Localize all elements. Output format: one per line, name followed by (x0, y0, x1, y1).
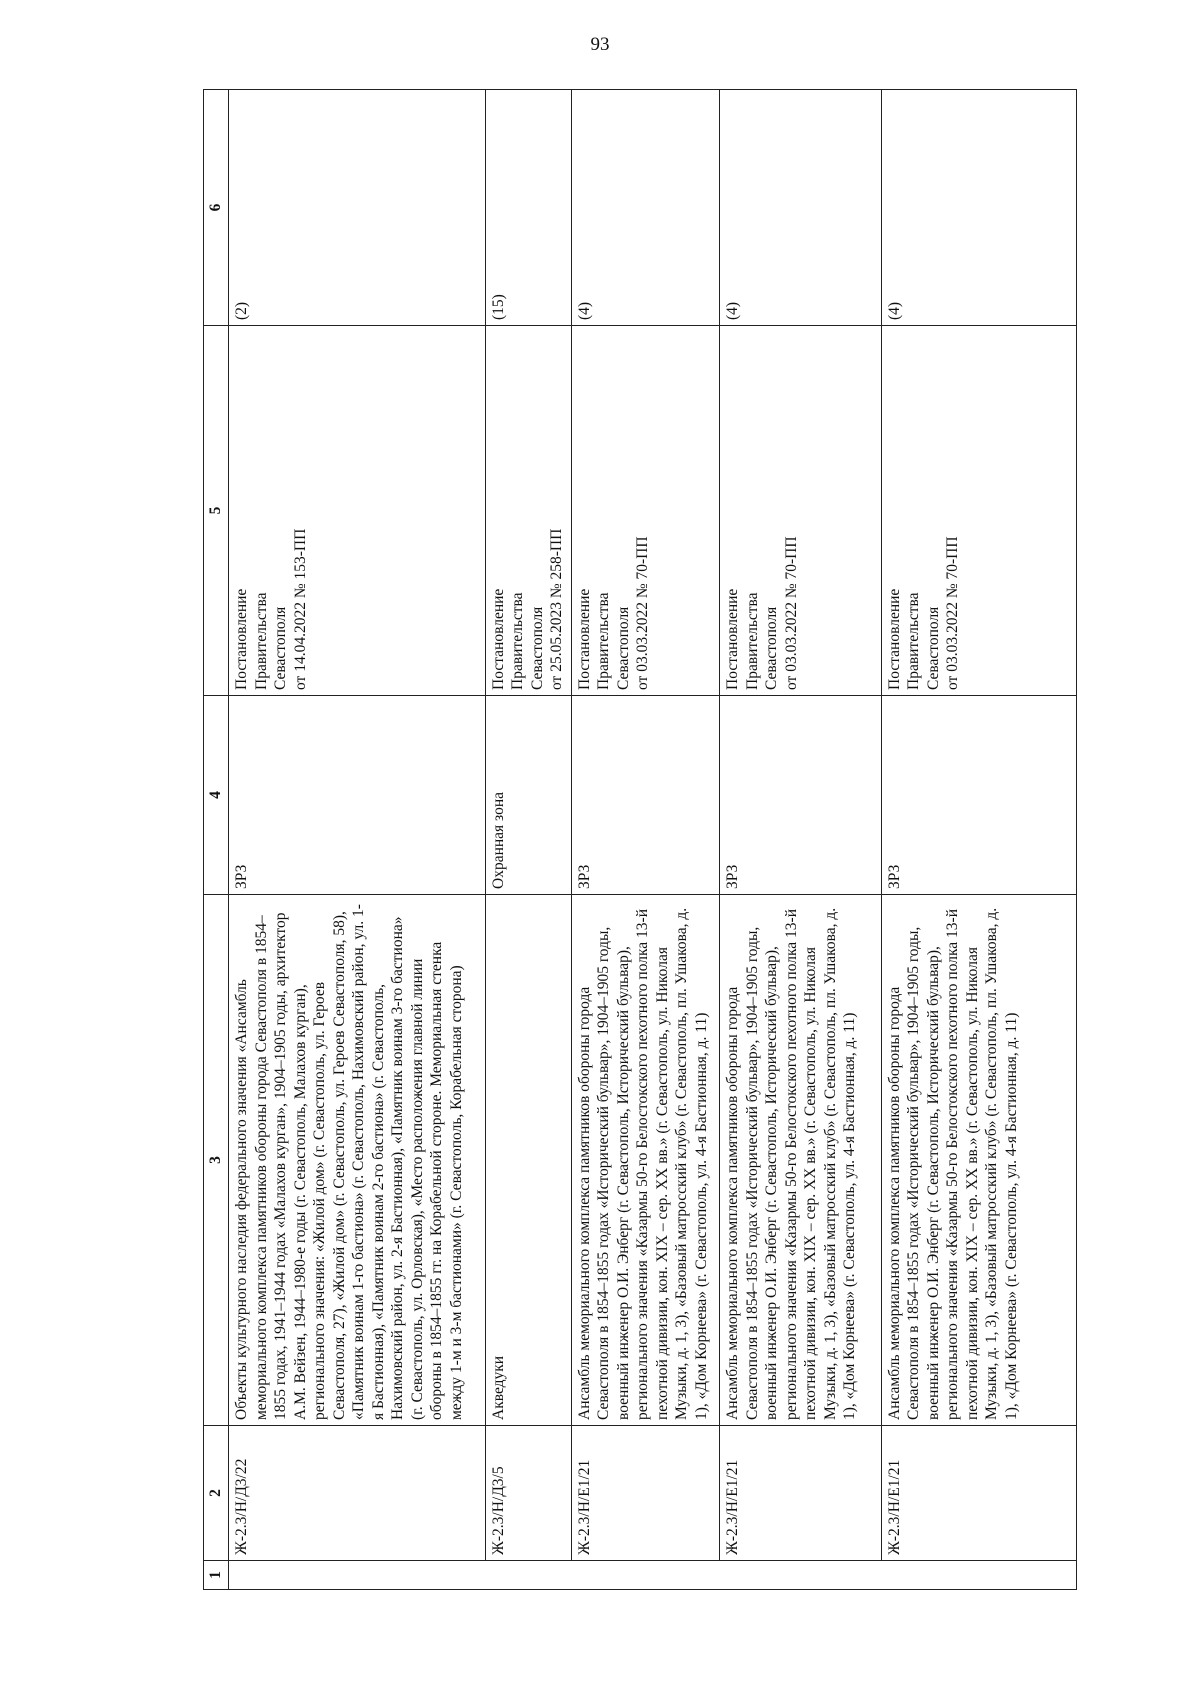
header-col-4: 4 (204, 696, 229, 895)
cell-object-description: Ансамбль мемориального комплекса памятников обороны города Севастополя в 1854–1855 годах «Исторический бульвар», 1904–1905 годы, военный инженер О.И. Энберг (г. Севастополь, Исторический бульвар), регионального значения «Казармы 50-го Белостокского пехотного полка 13-й пехотной дивизии, кон. XIX – сер. XX вв.» (г. Севастополь, ул. Николая Музыки, д. 1, 3), «Базовый матросский клуб» (г. Севастополь, пл. Ушакова, д. 1), «Дом Корнеева» (г. Севастополь, ул. 4-я Бастионная, д. 11) (881, 895, 1076, 1426)
cell-note: (2) (229, 90, 486, 326)
table-row (881, 90, 1076, 1590)
cell-zone-code: Ж-2.3/Н/Е1/21 (881, 1426, 1076, 1561)
cell-zone-type: Охранная зона (485, 696, 571, 895)
cell-object-description: Объекты культурного наследия федерального значения «Ансамбль мемориального комплекса памятников обороны города Севастополя в 1854–1855 годах, 1941–1944 годах «Малахов курган», 1904–1905 годы, архитектор А.М. Вейзен, 1944–1980-е годы (г. Севастополь, Малахов курган), регионального значения: «Жилой дом» (г. Севастополь, ул. Героев Севастополя, 27), «Жилой дом» (г. Севастополь, ул. Героев Севастополя, 58), «Памятник воинам 1-го бастиона» (г. Севастополь, Нахимовский район, ул. 1-я Бастионная), «Памятник воинам 2-го бастиона» (г. Севастополь, Нахимовский район, ул. 2-я Бастионная), «Памятник воинам 3-го бастиона» (г. Севастополь, ул. Орловская), «Место расположения главной линии обороны в 1854–1855 гг. на Корабельной стороне. Мемориальная стенка между 1-м и 3-м бастионами» (г. Севастополь, Корабельная сторона) (229, 895, 486, 1426)
cell-note: (4) (720, 90, 881, 326)
resolution-line: от 03.03.2022 № 70-ПП (782, 536, 800, 690)
resolution-line: Постановление (885, 588, 903, 690)
table-row (485, 90, 571, 1590)
resolution-line: Правительства (905, 592, 923, 690)
resolution-line: Севастополя (924, 606, 942, 690)
cell-zone-code: Ж-2.3/Н/Д3/5 (485, 1426, 571, 1561)
cell-object-description: Ансамбль мемориального комплекса памятников обороны города Севастополя в 1854–1855 годах «Исторический бульвар», 1904–1905 годы, военный инженер О.И. Энберг (г. Севастополь, Исторический бульвар), регионального значения «Казармы 50-го Белостокского пехотного полка 13-й пехотной дивизии, кон. XIX – сер. XX вв.» (г. Севастополь, ул. Николая Музыки, д. 1, 3), «Базовый матросский клуб» (г. Севастополь, пл. Ушакова, д. 1), «Дом Корнеева» (г. Севастополь, ул. 4-я Бастионная, д. 11) (571, 895, 719, 1426)
cell-zone-code: Ж-2.3/Н/Е1/21 (720, 1426, 881, 1561)
cell-col-1 (229, 1561, 1077, 1590)
cell-note: (15) (485, 90, 571, 326)
table-header-row (204, 90, 229, 1590)
cell-zone-type: ЗРЗ (720, 696, 881, 895)
page-number: 93 (590, 34, 610, 55)
resolution-line: Постановление (489, 588, 507, 690)
cell-resolution (571, 326, 719, 696)
header-col-3: 3 (204, 895, 229, 1426)
cell-zone-type: ЗРЗ (881, 696, 1076, 895)
cell-note: (4) (571, 90, 719, 326)
resolution-line: от 14.04.2022 № 153-ПП (291, 528, 309, 690)
document-table (203, 89, 1077, 1590)
resolution-line: Постановление (233, 588, 250, 690)
cell-object-description: Ансамбль мемориального комплекса памятников обороны города Севастополя в 1854–1855 годах «Исторический бульвар», 1904–1905 годы, военный инженер О.И. Энберг (г. Севастополь, Исторический бульвар), регионального значения «Казармы 50-го Белостокского пехотного полка 13-й пехотной дивизии, кон. XIX – сер. XX вв.» (г. Севастополь, ул. Николая Музыки, д. 1, 3), «Базовый матросский клуб» (г. Севастополь, пл. Ушакова, д. 1), «Дом Корнеева» (г. Севастополь, ул. 4-я Бастионная, д. 11) (720, 895, 881, 1426)
table-row (229, 90, 486, 1590)
table-row (571, 90, 719, 1590)
rotated-table-container (203, 90, 1077, 1590)
resolution-line: Севастополя (763, 606, 781, 690)
cell-note: (4) (881, 90, 1076, 326)
resolution-line: Севастополя (272, 606, 289, 690)
cell-zone-code: Ж-2.3/Н/Е1/21 (571, 1426, 719, 1561)
resolution-line: Постановление (724, 588, 742, 690)
header-col-1: 1 (204, 1561, 229, 1590)
resolution-line: от 25.05.2023 № 258-ПП (548, 528, 566, 690)
resolution-line: Правительства (509, 592, 527, 690)
cell-resolution (485, 326, 571, 696)
cell-zone-code: Ж-2.3/Н/Д3/22 (229, 1426, 486, 1561)
header-col-5: 5 (204, 326, 229, 696)
resolution-line: от 03.03.2022 № 70-ПП (634, 536, 652, 690)
header-col-2: 2 (204, 1426, 229, 1561)
cell-resolution (229, 326, 486, 696)
resolution-line: Севастополя (528, 606, 546, 690)
resolution-line: Севастополя (614, 606, 632, 690)
resolution-line: от 03.03.2022 № 70-ПП (944, 536, 962, 690)
cell-resolution (881, 326, 1076, 696)
resolution-line: Правительства (595, 592, 613, 690)
resolution-line: Правительства (743, 592, 761, 690)
cell-resolution (720, 326, 881, 696)
header-col-6: 6 (204, 90, 229, 326)
cell-zone-type: ЗРЗ (571, 696, 719, 895)
table-row (720, 90, 881, 1590)
cell-zone-type: ЗРЗ (229, 696, 486, 895)
resolution-line: Правительства (252, 592, 270, 690)
cell-object-description: Акведуки (485, 895, 571, 1426)
resolution-line: Постановление (575, 588, 593, 690)
